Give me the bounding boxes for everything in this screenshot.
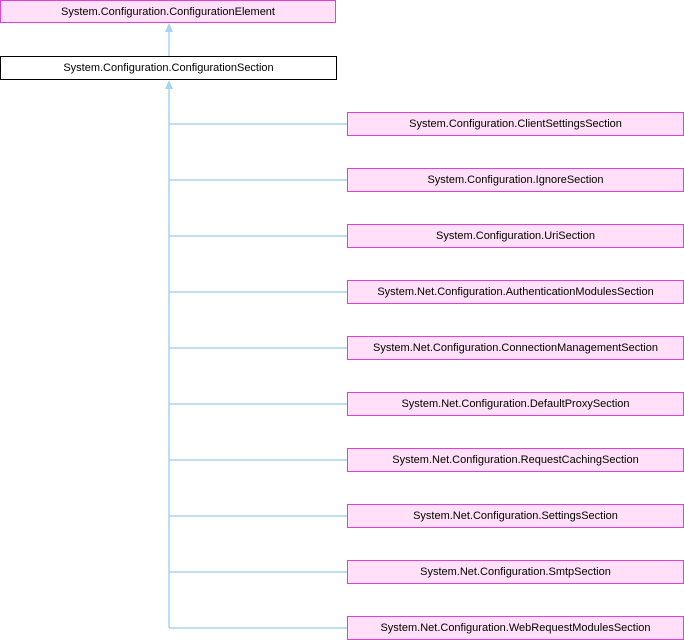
class-label: System.Net.Configuration.WebRequestModulesSection xyxy=(380,622,651,634)
class-box-web-request-modules-section[interactable] xyxy=(347,616,684,640)
class-box-ignore-section[interactable] xyxy=(347,168,684,192)
class-label: System.Net.Configuration.DefaultProxySection xyxy=(401,398,630,410)
class-label: System.Configuration.ConfigurationElement xyxy=(60,5,275,18)
class-label: System.Net.Configuration.SmtpSection xyxy=(420,566,611,578)
class-label: System.Net.Configuration.ConnectionManagementSection xyxy=(373,342,658,354)
arrowhead-to-base-icon xyxy=(165,23,173,32)
class-label: System.Configuration.ConfigurationSection xyxy=(63,62,274,74)
class-label: System.Net.Configuration.RequestCachingSection xyxy=(392,454,639,466)
class-label: System.Configuration.ClientSettingsSection xyxy=(409,118,622,130)
class-box-smtp-section[interactable] xyxy=(347,560,684,584)
class-box-default-proxy-section[interactable] xyxy=(347,392,684,416)
class-label: System.Configuration.UriSection xyxy=(436,230,595,242)
class-box-request-caching-section[interactable] xyxy=(347,448,684,472)
class-box-authentication-modules-section[interactable] xyxy=(347,280,684,304)
class-box-configuration-section[interactable] xyxy=(0,56,337,80)
arrowhead-to-main-icon xyxy=(165,80,173,89)
class-label: System.Configuration.IgnoreSection xyxy=(427,174,604,186)
class-box-settings-section[interactable] xyxy=(347,504,684,528)
class-box-uri-section[interactable] xyxy=(347,224,684,248)
class-box-connection-management-section[interactable] xyxy=(347,336,684,360)
class-label: System.Net.Configuration.AuthenticationModulesSection xyxy=(377,286,654,298)
class-box-client-settings-section[interactable] xyxy=(347,112,684,136)
class-label: System.Net.Configuration.SettingsSection xyxy=(413,510,618,522)
class-box-configuration-element[interactable] xyxy=(0,0,336,23)
